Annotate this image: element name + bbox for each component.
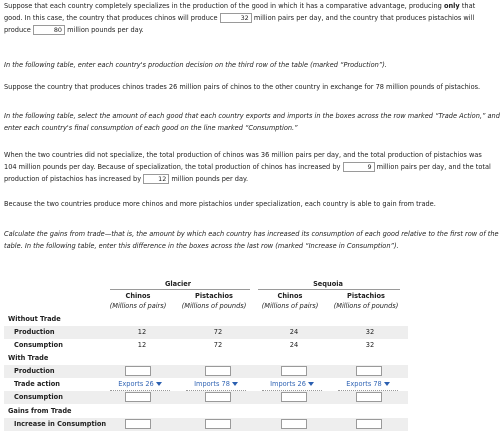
trade-action-sequoia-chinos-select[interactable]: Imports 26 bbox=[262, 380, 322, 391]
col-header-glacier-chinos: Chinos (Millions of pairs) bbox=[109, 292, 167, 310]
chinos-production-field[interactable]: 32 bbox=[220, 13, 252, 23]
with-production-glacier-pistachios-input[interactable] bbox=[205, 366, 231, 376]
trade-instruction-1: In the following table, select the amount of each good that each country exports and imports in the boxes across the row marked “Trade Action,” and bbox=[4, 112, 500, 120]
section-with-trade: With Trade bbox=[8, 354, 49, 362]
dropdown-arrow-icon bbox=[308, 382, 314, 386]
trade-action-glacier-chinos-select[interactable]: Exports 26 bbox=[110, 380, 170, 391]
intro-line-3: produce 80 million pounds per day. bbox=[4, 26, 144, 34]
with-production-glacier-chinos-input[interactable] bbox=[125, 366, 151, 376]
increase-sequoia-pistachios-input[interactable] bbox=[356, 419, 382, 429]
dropdown-arrow-icon bbox=[232, 382, 238, 386]
sequoia-underline bbox=[258, 289, 400, 290]
pistachios-increase-field[interactable]: 12 bbox=[143, 174, 169, 184]
intro-line-2: good. In this case, the country that produces chinos will produce 32 million pairs per day, and the country that produces pistachios will bbox=[4, 14, 475, 22]
row-without-production: Production 12 72 24 32 bbox=[4, 326, 408, 339]
col-header-sequoia-pistachios: Pistachios (Millions of pounds) bbox=[333, 292, 399, 310]
gain-text: Because the two countries produce more chinos and more pistachios under specialization, each country is able to gain from trade. bbox=[4, 200, 436, 208]
with-production-sequoia-pistachios-input[interactable] bbox=[356, 366, 382, 376]
chinos-increase-field[interactable]: 9 bbox=[343, 162, 375, 172]
country-header-glacier: Glacier bbox=[164, 280, 191, 288]
with-consumption-sequoia-chinos-input[interactable] bbox=[281, 392, 307, 402]
increase-glacier-pistachios-input[interactable] bbox=[205, 419, 231, 429]
trade-action-sequoia-pistachios-select[interactable]: Exports 78 bbox=[338, 380, 398, 391]
col-header-sequoia-chinos: Chinos (Millions of pairs) bbox=[261, 292, 319, 310]
with-consumption-glacier-pistachios-input[interactable] bbox=[205, 392, 231, 402]
col-header-glacier-pistachios: Pistachios (Millions of pounds) bbox=[181, 292, 247, 310]
section-without-trade: Without Trade bbox=[8, 315, 61, 323]
with-consumption-sequoia-pistachios-input[interactable] bbox=[356, 392, 382, 402]
row-with-consumption: Consumption bbox=[4, 391, 408, 404]
totals-line-1: When the two countries did not specialize, the total production of chinos was 36 million pairs per day, and the total production of pistachios was bbox=[4, 151, 482, 159]
gains-instruction-1: Calculate the gains from trade—that is, the amount by which each country has increased its consumption of each good relative to the first row of the bbox=[4, 230, 499, 238]
dropdown-arrow-icon bbox=[156, 382, 162, 386]
glacier-underline bbox=[110, 289, 250, 290]
row-trade-action: Trade action Exports 26 Imports 78 Imports 26 Exports 78 bbox=[4, 378, 408, 391]
trade-instruction-2: enter each country's final consumption of each good on the line marked “Consumption.” bbox=[4, 124, 298, 132]
section-gains-from-trade: Gains from Trade bbox=[8, 407, 72, 415]
intro-line-1: Suppose that each country completely specializes in the production of the good in which it has a comparative advantage, producing only that bbox=[4, 2, 476, 10]
with-consumption-glacier-chinos-input[interactable] bbox=[125, 392, 151, 402]
totals-line-2: 104 million pounds per day. Because of specialization, the total production of chinos has increased by 9 million pairs per day, and the total bbox=[4, 163, 491, 171]
country-header-sequoia: Sequoia bbox=[313, 280, 343, 288]
increase-sequoia-chinos-input[interactable] bbox=[281, 419, 307, 429]
row-without-consumption: Consumption 12 72 24 32 bbox=[14, 341, 375, 349]
row-with-production: Production bbox=[4, 365, 408, 378]
row-increase-in-consumption: Increase in Consumption bbox=[4, 418, 408, 431]
dropdown-arrow-icon bbox=[384, 382, 390, 386]
with-production-sequoia-chinos-input[interactable] bbox=[281, 366, 307, 376]
increase-glacier-chinos-input[interactable] bbox=[125, 419, 151, 429]
trade-action-glacier-pistachios-select[interactable]: Imports 78 bbox=[186, 380, 246, 391]
totals-line-3: production of pistachios has increased by 12 million pounds per day. bbox=[4, 175, 249, 183]
trade-suppose-text: Suppose the country that produces chinos trades 26 million pairs of chinos to the other country in exchange for 78 million pounds of pistachios. bbox=[4, 83, 481, 91]
production-instruction: In the following table, enter each country's production decision on the third row of the table (marked “Production”). bbox=[4, 61, 387, 69]
pistachios-production-field[interactable]: 80 bbox=[33, 25, 65, 35]
gains-instruction-2: table. In the following table, enter this difference in the boxes across the last row (marked “Increase in Consumption”). bbox=[4, 242, 399, 250]
